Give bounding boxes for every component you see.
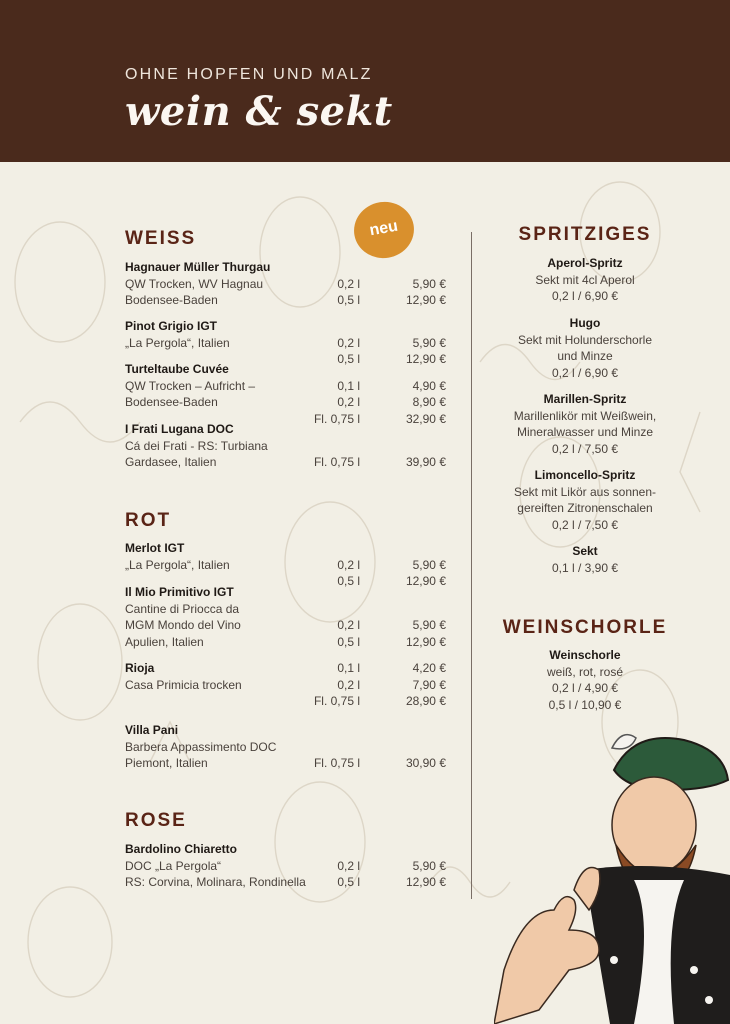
item-row: 0,1 l 4,20 €	[337, 661, 446, 675]
mascot-illustration	[494, 730, 730, 1024]
menu-item	[495, 255, 675, 305]
item-line: Mineralwasser und Minze	[516, 425, 654, 439]
item-row: Bodensee-Baden 0,5 l 12,90 €	[125, 293, 446, 307]
menu-item	[495, 391, 675, 457]
item-name: Turteltaube Cuvée	[125, 362, 229, 376]
menu-item	[125, 421, 455, 471]
menu-item	[125, 540, 455, 590]
menu-item	[495, 647, 675, 713]
item-row: Piemont, Italien Fl. 0,75 l 30,90 €	[125, 756, 446, 770]
item-name: Bardolino Chiaretto	[125, 842, 238, 856]
item-line: 0,2 l / 6,90 €	[551, 289, 619, 303]
item-row: Fl. 0,75 l 28,90 €	[313, 694, 446, 708]
section-title-spritziges: SPRITZIGES	[518, 224, 652, 245]
item-row: Gardasee, Italien Fl. 0,75 l 39,90 €	[125, 455, 446, 469]
menu-item	[125, 361, 455, 427]
item-line: und Minze	[557, 349, 613, 363]
item-row: „La Pergola“, Italien 0,2 l 5,90 €	[125, 335, 446, 350]
item-row: QW Trocken – Aufricht – 0,1 l 4,90 €	[125, 378, 446, 393]
item-row: Cantine di Priocca da	[125, 601, 240, 616]
item-row: 0,5 l 12,90 €	[337, 574, 446, 588]
item-row: QW Trocken, WV Hagnau 0,2 l 5,90 €	[125, 276, 446, 291]
menu-item	[495, 467, 675, 533]
section-title-weiss: WEISS	[125, 228, 197, 249]
section-title-rose: ROSE	[125, 810, 187, 831]
menu-item	[125, 722, 455, 772]
item-name: Aperol-Spritz	[547, 256, 623, 270]
menu-item	[125, 584, 455, 650]
item-row: DOC „La Pergola“ 0,2 l 5,90 €	[125, 858, 446, 873]
item-line: weiß, rot, rosé	[546, 664, 624, 679]
item-name: Villa Pani	[125, 723, 179, 737]
item-row: Fl. 0,75 l 32,90 €	[313, 411, 446, 426]
item-name: Sekt	[572, 544, 598, 558]
item-row: „La Pergola“, Italien 0,2 l 5,90 €	[125, 557, 446, 572]
item-name: Pinot Grigio IGT	[125, 319, 217, 333]
item-row: Casa Primicia trocken 0,2 l 7,90 €	[125, 677, 446, 692]
page-title: wein & sekt	[125, 88, 393, 135]
item-name: Hugo	[569, 316, 601, 330]
item-row: Cá dei Frati - RS: Turbiana	[125, 438, 268, 453]
item-line: 0,2 l / 6,90 €	[551, 365, 619, 380]
menu-item	[125, 259, 455, 309]
column-divider	[471, 232, 472, 899]
item-name: Hagnauer Müller Thurgau	[125, 260, 271, 274]
item-line: 0,2 l / 7,50 €	[551, 517, 619, 532]
page-header	[0, 0, 730, 162]
item-line: 0,1 l / 3,90 €	[551, 560, 619, 575]
item-line: Sekt mit Holunderschorle	[517, 332, 653, 347]
item-row: Bodensee-Baden 0,2 l 8,90 €	[125, 395, 446, 409]
menu-item	[125, 841, 455, 891]
section-title-rot: ROT	[125, 510, 172, 531]
item-name: Il Mio Primitivo IGT	[125, 585, 234, 599]
header-kicker: OHNE HOPFEN UND MALZ	[125, 66, 373, 83]
item-name: Weinschorle	[549, 648, 621, 662]
item-row: MGM Mondo del Vino 0,2 l 5,90 €	[125, 618, 446, 632]
menu-item	[125, 660, 455, 710]
item-line: 0,2 l / 7,50 €	[551, 441, 619, 456]
section-title-weinschorle: WEINSCHORLE	[502, 617, 668, 638]
menu-item	[495, 543, 675, 576]
item-name: Marillen-Spritz	[543, 392, 627, 406]
item-row: Apulien, Italien 0,5 l 12,90 €	[125, 634, 446, 649]
new-badge: neu	[350, 197, 419, 263]
item-name: Merlot IGT	[125, 541, 185, 555]
item-name: I Frati Lugana DOC	[125, 422, 234, 436]
item-line: Sekt mit 4cl Aperol	[535, 272, 635, 287]
item-row: RS: Corvina, Molinara, Rondinella 0,5 l 12,90 €	[125, 875, 446, 889]
item-name: Rioja	[125, 661, 155, 675]
item-line: Marillenlikör mit Weißwein,	[513, 408, 657, 423]
menu-item	[495, 315, 675, 381]
item-row: 0,5 l 12,90 €	[337, 352, 446, 366]
item-line: 0,2 l / 4,90 €	[551, 681, 619, 695]
item-line: Sekt mit Likör aus sonnen-	[513, 484, 657, 499]
item-line: gereiften Zitronenschalen	[517, 501, 653, 515]
item-row: Barbera Appassimento DOC	[125, 739, 277, 754]
item-name: Limoncello-Spritz	[534, 468, 636, 482]
item-line: 0,5 l / 10,90 €	[548, 697, 622, 712]
